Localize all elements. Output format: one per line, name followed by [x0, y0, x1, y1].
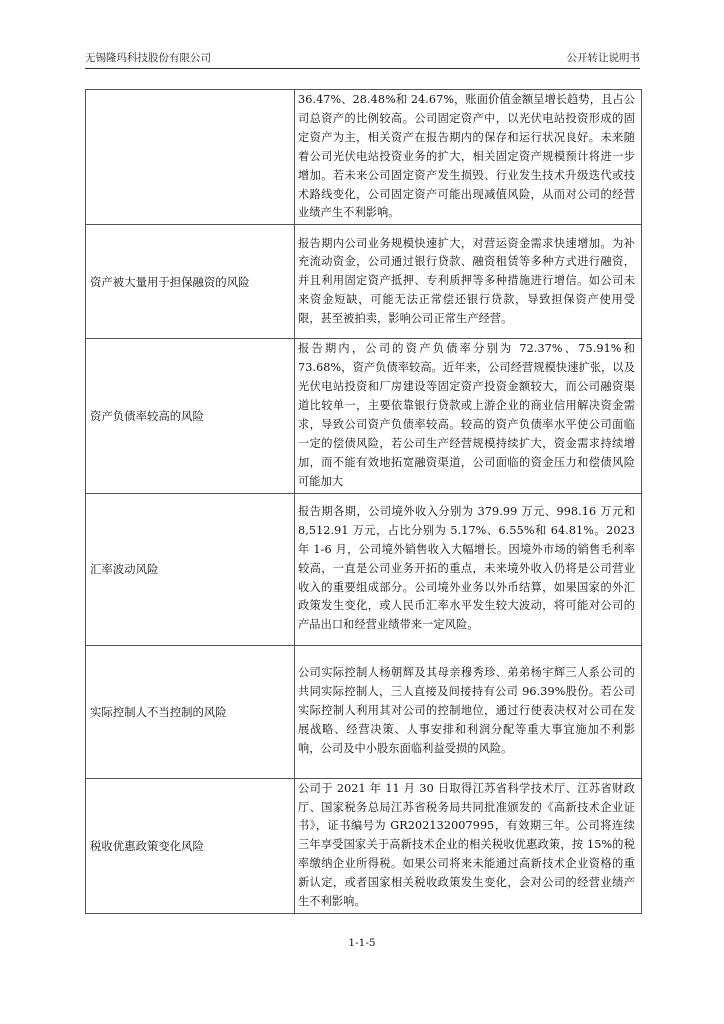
table-row — [86, 90, 642, 225]
table-row — [86, 778, 642, 913]
risk-description-cell — [295, 778, 642, 913]
risk-description: 报告期各期，公司境外收入分别为 379.99 万元、998.16 万元和 8,512.91 万元，占比分别为 5.17%、6.55%和 64.81%。2023 年 1-6 月，公司境外销售收入大幅增长。因境外市场的销售毛利率较高，一直是公司业务开拓的重点，未来境外收入仍将是公司营业收入的重要组成部分。公司境外业务以外币结算，如果国家的外汇政策发生变化，或人民币汇率水平发生较大波动，将可能对公司的产品出口和经营业绩带来一定风险。 — [298, 504, 635, 632]
risk-description: 报告期内，公司的资产负债率分别为 72.37%、75.91%和 73.68%，资产负债率较高。近年来，公司经营规模快速扩张，以及光伏电站投资和厂房建设等固定资产投资金额较大，而公司融资渠道比较单一，主要依靠银行贷款或上游企业的商业信用解决资金需求，导致公司资产负债率较高。较高的资产负债率水平使公司面临一定的偿债风险，若公司生产经营规模持续扩大，资金需求持续增加，而不能有效地拓宽融资渠道，公司面临的资金压力和偿债风险可能加大 — [298, 342, 635, 488]
risk-name-cell: 资产被大量用于担保融资的风险 — [86, 225, 295, 339]
table-row — [86, 225, 642, 339]
risk-name-cell: 实际控制人不当控制的风险 — [86, 645, 295, 778]
risk-description: 36.47%、28.48%和 24.67%，账面价值金额呈增长趋势，且占公司总资产的比例较高。公司固定资产中，以光伏电站投资形成的固定资产为主，相关资产在报告期内的保存和运行状况良好。未来随着公司光伏电站投资业务的扩大，相关固定资产规模预计将进一步增加。若未来公司固定资产发生损毁、行业发生技术升级迭代或技术路线变化，公司固定资产可能出现减值风险，从而对公司的经营业绩产生不利影响。 — [298, 93, 635, 220]
table-row — [86, 339, 642, 493]
risk-description: 公司实际控制人杨朝辉及其母亲穆秀珍、弟弟杨宇辉三人系公司的共同实际控制人，三人直接及间接持有公司 96.39%股份。若公司实际控制人利用其对公司的控制地位，通过行使表决权对公司在发展战略、经营决策、人事安排和利润分配等重大事宜施加不利影响，公司及中小股东面临利益受损的风险。 — [298, 666, 635, 755]
risk-description: 公司于 2021 年 11 月 30 日取得江苏省科学技术厅、江苏省财政厅、国家税务总局江苏省税务局共同批准颁发的《高新技术企业证书》，证书编号为 GR202132007995，有效期三年。公司将连续三年享受国家关于高新技术企业的相关税收优惠政策，按 15%的税率缴纳企业所得税。如果公司将来未能通过高新技术企业资格的重新认定，或者国家相关税收政策发生变化，会对公司的经营业绩产生不利影响。 — [298, 781, 635, 909]
company-name: 无锡隆玛科技股份有限公司 — [85, 52, 211, 64]
risk-name-cell: 资产负债率较高的风险 — [86, 339, 295, 493]
risk-description-cell — [295, 225, 642, 339]
risk-description-cell — [295, 645, 642, 778]
table-row — [86, 645, 642, 778]
risk-description-cell — [295, 493, 642, 645]
risk-description: 报告期内公司业务规模快速扩大，对营运资金需求快速增加。为补充流动资金，公司通过银行贷款、融资租赁等多种方式进行融资，并且利用固定资产抵押、专利质押等多种措施进行增信。如公司未来资金短缺，可能无法正常偿还银行贷款，导致担保资产使用受限，甚至被拍卖，影响公司正常生产经营。 — [298, 236, 635, 326]
page-number: 1-1-5 — [348, 937, 376, 949]
risk-name-cell: 汇率波动风险 — [86, 493, 295, 645]
risk-factors-table — [85, 89, 642, 914]
document-type: 公开转让说明书 — [566, 52, 640, 64]
risk-description-cell — [295, 90, 642, 225]
table-row — [86, 493, 642, 645]
risk-description-cell — [295, 339, 642, 493]
header-divider — [85, 68, 640, 69]
page-header — [85, 50, 640, 66]
risk-name-cell: 税收优惠政策变化风险 — [86, 778, 295, 913]
risk-name-cell — [86, 90, 295, 225]
